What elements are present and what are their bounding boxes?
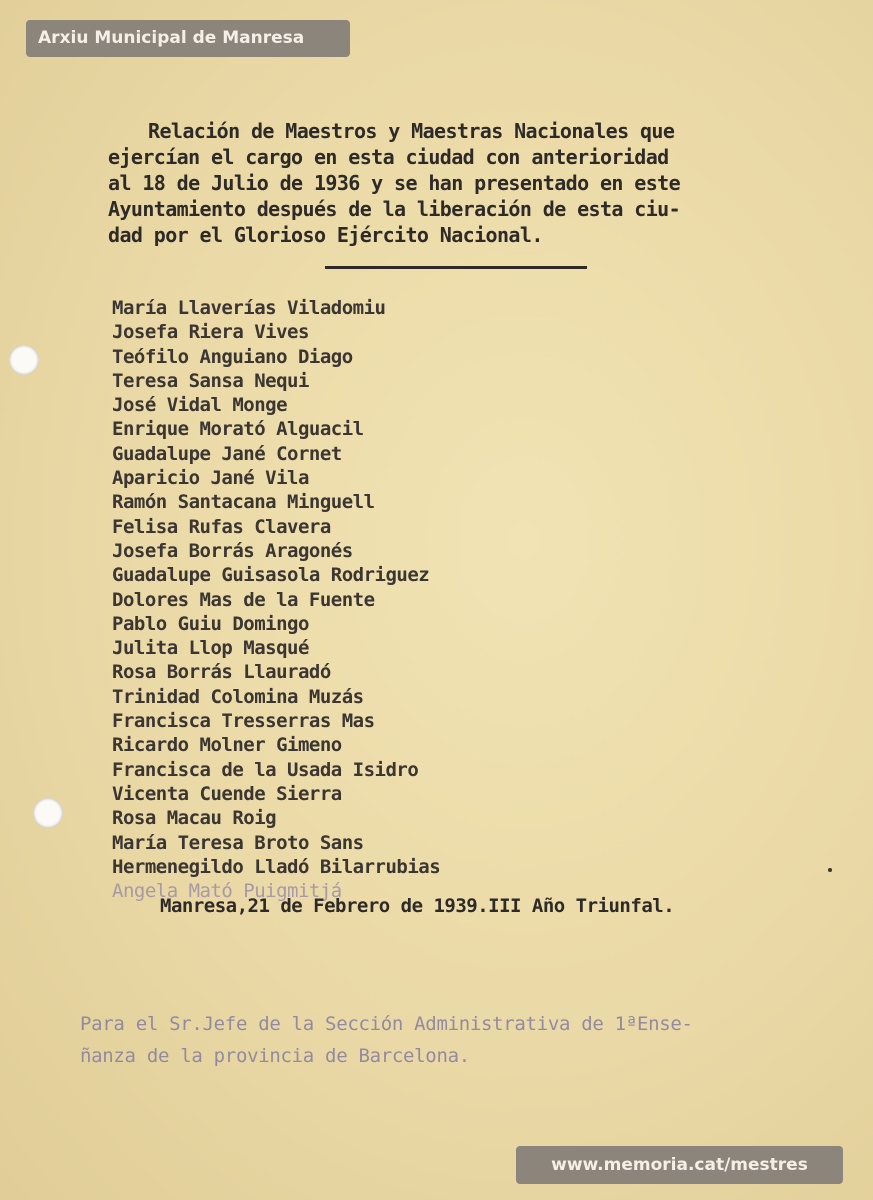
url-watermark: www.memoria.cat/mestres bbox=[516, 1146, 843, 1184]
heading-line: Relación de Maestros y Maestras Nacionales que bbox=[148, 119, 675, 143]
name-list-item: Ramón Santacana Minguell bbox=[112, 491, 375, 514]
name-list-item: Hermenegildo Lladó Bilarrubias bbox=[112, 855, 441, 878]
punch-hole bbox=[9, 345, 39, 375]
name-list-item: Trinidad Colomina Muzás bbox=[112, 685, 364, 708]
ink-mark bbox=[828, 868, 832, 872]
name-list-item: Teresa Sansa Nequi bbox=[112, 369, 309, 392]
name-list-item: María Teresa Broto Sans bbox=[112, 831, 364, 854]
heading-line: al 18 de Julio de 1936 y se han presentado en este bbox=[108, 171, 681, 195]
name-list-item: Pablo Guiu Domingo bbox=[112, 612, 309, 635]
name-list-item: Rosa Macau Roig bbox=[112, 807, 277, 830]
teacher-name-list bbox=[112, 296, 440, 903]
heading-line: Ayuntamiento después de la liberación de esta ciu- bbox=[108, 197, 681, 221]
name-list-item: Francisca Tresserras Mas bbox=[112, 710, 375, 733]
addressee-note bbox=[80, 1008, 870, 1072]
name-list-item: Guadalupe Guisasola Rodriguez bbox=[112, 564, 430, 587]
name-list-item: Teófilo Anguiano Diago bbox=[112, 345, 353, 368]
name-list-item: María Llaverías Viladomiu bbox=[112, 297, 386, 319]
punch-hole bbox=[33, 798, 63, 828]
name-list-item: Angela Mató Puigmitjá bbox=[112, 880, 342, 903]
heading-underline bbox=[325, 266, 587, 269]
heading-line: ejercían el cargo en esta ciudad con anterioridad bbox=[108, 145, 669, 169]
document-heading bbox=[108, 118, 838, 248]
name-list-item: Francisca de la Usada Isidro bbox=[112, 758, 419, 781]
addressee-line: ñanza de la provincia de Barcelona. bbox=[80, 1045, 470, 1067]
name-list-item: Enrique Morató Alguacil bbox=[112, 418, 364, 441]
name-list-item: Josefa Borrás Aragonés bbox=[112, 539, 353, 562]
name-list-item: Aparicio Jané Vila bbox=[112, 467, 309, 490]
name-list-item: Ricardo Molner Gimeno bbox=[112, 734, 342, 757]
archive-watermark: Arxiu Municipal de Manresa bbox=[26, 20, 350, 57]
heading-line: dad por el Glorioso Ejército Nacional. bbox=[108, 223, 543, 247]
name-list-item: Felisa Rufas Clavera bbox=[112, 515, 331, 538]
name-list-item: Josefa Riera Vives bbox=[112, 321, 309, 344]
name-list-item: Guadalupe Jané Cornet bbox=[112, 442, 342, 465]
name-list-item: José Vidal Monge bbox=[112, 394, 288, 417]
addressee-line: Para el Sr.Jefe de la Sección Administrativa de 1ªEnse- bbox=[80, 1013, 693, 1035]
name-list-item: Vicenta Cuende Sierra bbox=[112, 782, 342, 805]
name-list-item: Rosa Borrás Llauradó bbox=[112, 661, 331, 684]
name-list-item: Julita Llop Masqué bbox=[112, 637, 309, 660]
date-line: Manresa,21 de Febrero de 1939.III Año Triunfal. bbox=[160, 895, 675, 917]
name-list-item: Dolores Mas de la Fuente bbox=[112, 588, 375, 611]
